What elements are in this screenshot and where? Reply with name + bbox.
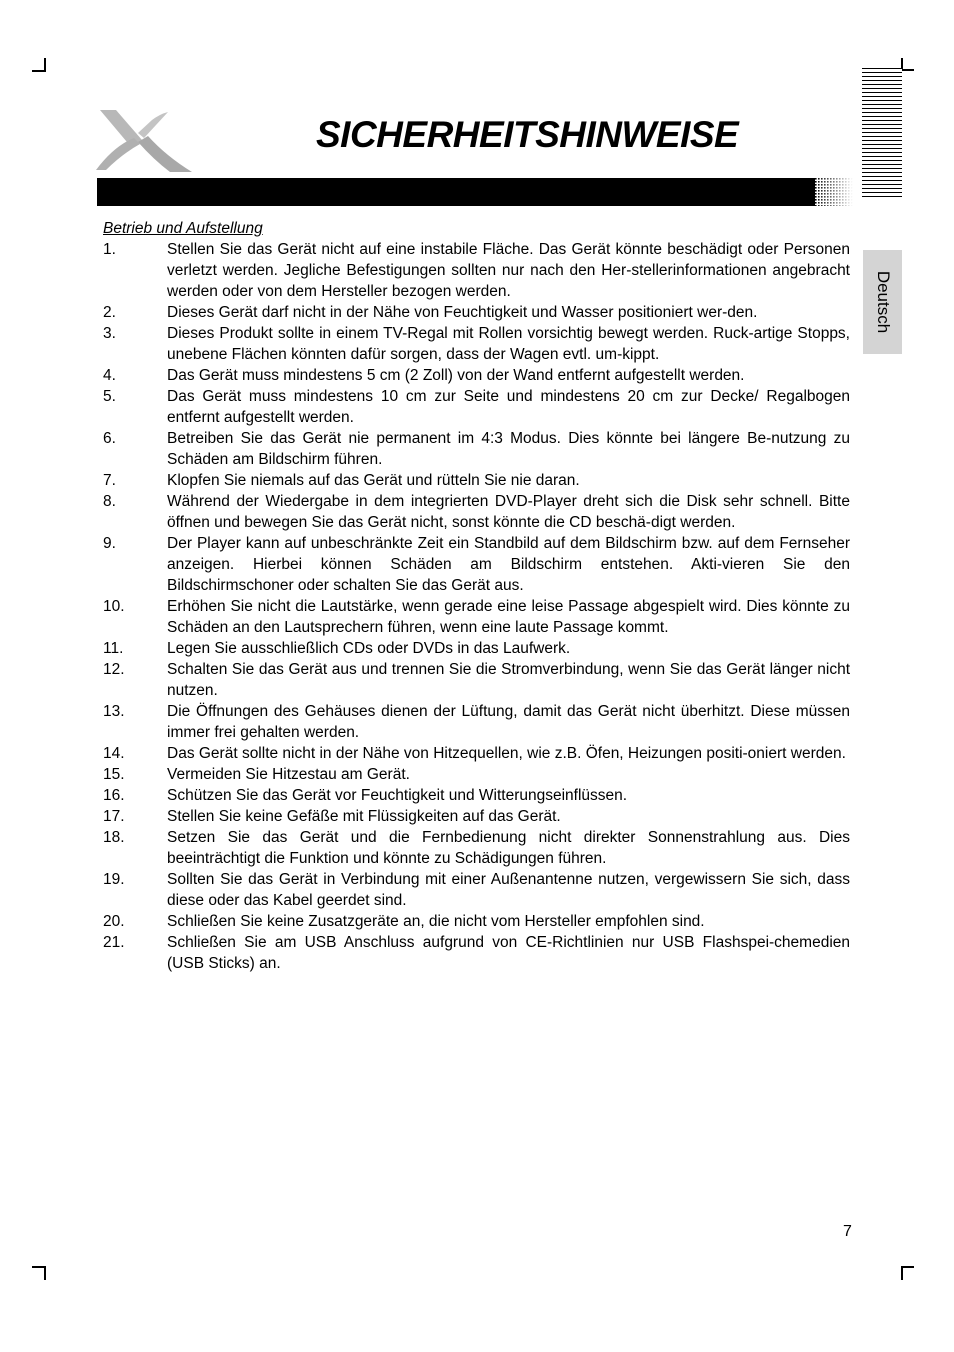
- list-item-text: Schalten Sie das Gerät aus und trennen Sie die Stromverbindung, wenn Sie das Gerät länger nicht nutzen.: [167, 661, 850, 699]
- list-item: [103, 932, 850, 974]
- list-item-number: 6.: [103, 430, 116, 447]
- list-item-text: Der Player kann auf unbeschränkte Zeit ein Standbild auf dem Bildschirm bzw. auf dem Fernseher anzeigen. Hierbei können Schäden am Bildschirm entstehen. Akti-vieren Sie den Bildschirmschoner oder schalten Sie das Gerät aus.: [167, 535, 850, 594]
- header-bar: [97, 178, 815, 206]
- list-item-text: Die Öffnungen des Gehäuses dienen der Lüftung, damit das Gerät nicht überhitzt. Diese müssen immer frei gehalten werden.: [167, 703, 850, 741]
- list-item-text: Vermeiden Sie Hitzestau am Gerät.: [167, 766, 410, 783]
- list-item: [103, 302, 850, 323]
- list-item: [103, 365, 850, 386]
- list-item: [103, 827, 850, 869]
- list-item-text: Klopfen Sie niemals auf das Gerät und rütteln Sie nie daran.: [167, 472, 580, 489]
- list-item-number: 15.: [103, 766, 125, 783]
- page-number: 7: [843, 1223, 852, 1240]
- list-item: [103, 533, 850, 596]
- list-item-text: Während der Wiedergabe in dem integrierten DVD-Player dreht sich die Disk sehr schnell. Bitte öffnen und bewegen Sie das Gerät nicht, sonst könnte die CD beschä-digt werden.: [167, 493, 850, 531]
- section-title: Betrieb und Aufstellung: [103, 220, 263, 237]
- language-tab: [863, 250, 902, 354]
- x-logo-icon: [94, 108, 194, 174]
- list-item-text: Schützen Sie das Gerät vor Feuchtigkeit und Witterungseinflüssen.: [167, 787, 628, 804]
- list-item-number: 20.: [103, 913, 125, 930]
- list-item-text: Erhöhen Sie nicht die Lautstärke, wenn gerade eine leise Passage abgespielt wird. Dies könnte zu Schäden an den Lautsprechern führen, wenn eine laute Passage kommt.: [167, 598, 850, 636]
- list-item: [103, 323, 850, 365]
- list-item-number: 4.: [103, 367, 116, 384]
- list-item-number: 1.: [103, 241, 116, 258]
- list-item-number: 9.: [103, 535, 116, 552]
- list-item-text: Das Gerät muss mindestens 5 cm (2 Zoll) von der Wand entfernt aufgestellt werden.: [167, 367, 745, 384]
- header-bar-dot-pattern: [815, 178, 853, 206]
- safety-section: [103, 218, 850, 974]
- list-item-number: 14.: [103, 745, 125, 762]
- list-item-number: 10.: [103, 598, 125, 615]
- list-item: [103, 386, 850, 428]
- list-item: [103, 911, 850, 932]
- list-item-number: 2.: [103, 304, 116, 321]
- safety-list: [103, 239, 850, 974]
- list-item-number: 21.: [103, 934, 125, 951]
- list-item-text: Setzen Sie das Gerät und die Fernbedienung nicht direkter Sonnenstrahlung aus. Dies beeinträchtigt die Funktion und könnte zu Schädigungen führen.: [167, 829, 850, 867]
- list-item-text: Stellen Sie das Gerät nicht auf eine instabile Fläche. Das Gerät könnte beschädigt oder Personen verletzt werden. Jegliche Befestigungen sollten nur nach den Her-stellerinformationen angebracht werden oder von dem Hersteller bezogen werden.: [167, 241, 850, 300]
- list-item: [103, 596, 850, 638]
- list-item-text: Das Gerät muss mindestens 10 cm zur Seite und mindestens 20 cm zur Decke/ Regalbogen entfernt aufgestellt werden.: [167, 388, 850, 426]
- list-item-text: Legen Sie ausschließlich CDs oder DVDs in das Laufwerk.: [167, 640, 571, 657]
- list-item-text: Stellen Sie keine Gefäße mit Flüssigkeiten auf das Gerät.: [167, 808, 561, 825]
- list-item: [103, 659, 850, 701]
- list-item-number: 11.: [103, 640, 124, 657]
- list-item: [103, 701, 850, 743]
- list-item-number: 19.: [103, 871, 125, 888]
- list-item-number: 13.: [103, 703, 125, 720]
- list-item: [103, 638, 850, 659]
- list-item-number: 7.: [103, 472, 116, 489]
- list-item-number: 12.: [103, 661, 125, 678]
- language-tab-label: Deutsch: [873, 270, 893, 334]
- list-item: [103, 470, 850, 491]
- side-stripes-decoration: [862, 68, 902, 200]
- list-item: [103, 743, 850, 764]
- page-title: SICHERHEITSHINWEISE: [316, 114, 739, 155]
- list-item-text: Das Gerät sollte nicht in der Nähe von Hitzequellen, wie z.B. Öfen, Heizungen positi-oniert werden.: [167, 745, 846, 762]
- list-item-text: Dieses Produkt sollte in einem TV-Regal mit Rollen vorsichtig bewegt werden. Ruck-artige Stopps, unebene Flächen könnten dafür sorgen, dass der Wagen evtl. um-kippt.: [167, 325, 850, 363]
- list-item-number: 5.: [103, 388, 116, 405]
- list-item-number: 17.: [103, 808, 125, 825]
- list-item-number: 3.: [103, 325, 116, 342]
- list-item-text: Sollten Sie das Gerät in Verbindung mit einer Außenantenne nutzen, vergewissern Sie sich, dass diese oder das Kabel geerdet sind.: [167, 871, 850, 909]
- list-item: [103, 239, 850, 302]
- list-item: [103, 428, 850, 470]
- list-item: [103, 491, 850, 533]
- list-item: [103, 764, 850, 785]
- list-item-number: 8.: [103, 493, 116, 510]
- list-item-text: Schließen Sie am USB Anschluss aufgrund von CE-Richtlinien nur USB Flashspei-chemedien (USB Sticks) an.: [167, 934, 850, 972]
- list-item-number: 16.: [103, 787, 125, 804]
- list-item: [103, 785, 850, 806]
- list-item-text: Dieses Gerät darf nicht in der Nähe von Feuchtigkeit und Wasser positioniert wer-den.: [167, 304, 758, 321]
- list-item: [103, 806, 850, 827]
- list-item-number: 18.: [103, 829, 125, 846]
- list-item-text: Schließen Sie keine Zusatzgeräte an, die nicht vom Hersteller empfohlen sind.: [167, 913, 705, 930]
- list-item: [103, 869, 850, 911]
- list-item-text: Betreiben Sie das Gerät nie permanent im 4:3 Modus. Dies könnte bei längere Be-nutzung zu Schäden am Bildschirm führen.: [167, 430, 850, 468]
